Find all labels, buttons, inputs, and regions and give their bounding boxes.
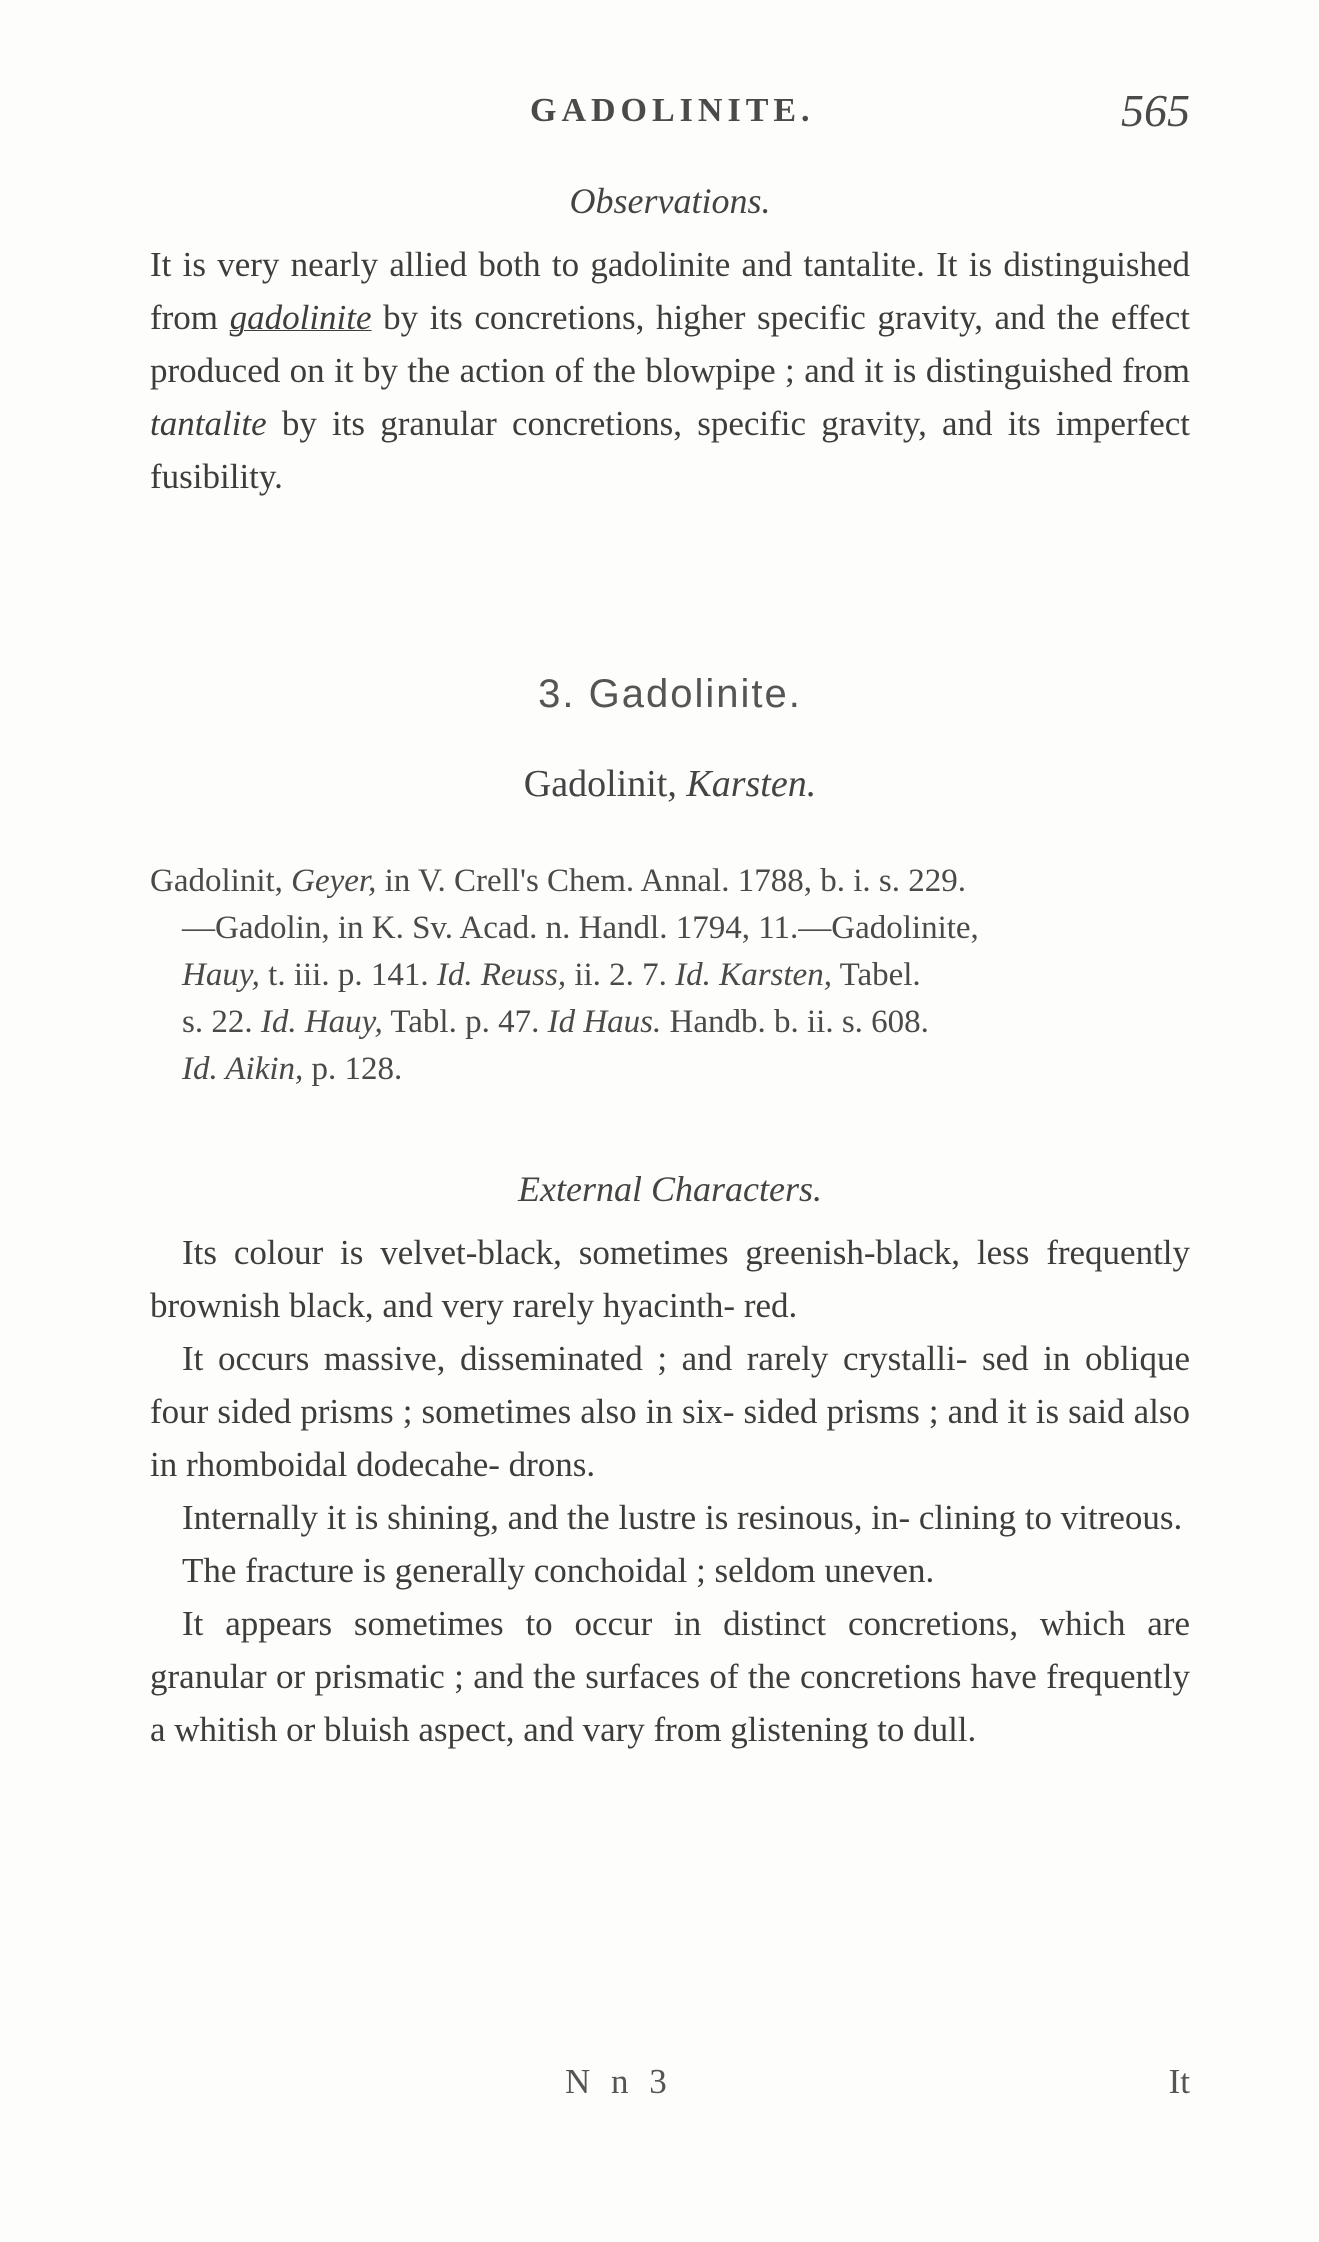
syn-text: Tabel. [831,957,921,993]
colour-line-1: Its colour is velvet-black, sometimes greenish-black, [182,1233,961,1272]
synonymy-line-5 [150,1046,1190,1093]
obs-line-6: its imperfect fusibility. [150,404,1191,496]
species-heading-block [150,672,1190,717]
concretion-line-1: It appears sometimes to occur in distinct concretions, [182,1604,1019,1643]
obs-line-2a: It is distinguished from [150,245,1191,337]
page-header [150,85,1190,152]
syn-text: Tabl. p. 47. [382,1004,548,1040]
concretion-line-3: concretions have frequently a whitish or bluish aspect, [150,1657,1190,1749]
external-characters-text [150,1226,1190,1756]
observations-heading: Observations. [569,181,771,221]
synonymy-line-2: —Gadolin, in K. Sv. Acad. n. Handl. 1794, 11.—Gadolinite, [182,910,979,946]
observations-text [150,238,1190,503]
obs-line-4: the action of the blowpipe ; and it is distinguished from [407,351,1190,390]
syn-author: Id. Hauy, [260,1004,383,1040]
fracture-paragraph: The fracture is generally conchoidal ; seldom uneven. [182,1551,935,1590]
obs-line-5: by its granular concretions, specific gravity, and [266,404,993,443]
internally-paragraph [150,1491,1190,1544]
catchword: It [1168,2062,1190,2101]
external-characters-heading: External Characters. [518,1169,822,1209]
occurs-line-2: sed in oblique four sided prisms ; sometimes also in six- [150,1339,1190,1431]
occurs-line-4: drons. [508,1445,596,1484]
occurs-line-3: sided prisms ; and it is said also in rhomboidal dodecahe- [150,1392,1190,1484]
obs-line-1: It is very nearly allied both to gadolinite and tantalite. [150,245,925,284]
syn-text: ii. 2. 7. [566,957,676,993]
observations-paragraph [150,238,1190,503]
syn-text: Gadolinit, [150,863,292,899]
colour-paragraph [150,1226,1190,1332]
colour-line-3: red. [743,1286,798,1325]
concretion-line-2: which are granular or prismatic ; and the surfaces of the [150,1604,1190,1696]
internally-line-2: clining to vitreous. [918,1498,1183,1537]
syn-author: Hauy, [182,957,260,993]
syn-text: Handb. b. ii. s. 608. [661,1004,929,1040]
external-characters-heading-block [150,1168,1190,1210]
occurs-line-1: It occurs massive, disseminated ; and rarely crystalli- [182,1339,968,1378]
colour-line-2: less frequently brownish black, and very rarely hyacinth- [150,1233,1191,1325]
species-title: 3. Gadolinite. [538,672,802,716]
syn-author: Id. Aikin, [182,1051,304,1087]
obs-tantalite-term: tantalite [150,404,267,443]
synonymy-line-4 [150,999,1190,1046]
signature-mark: N n 3 [565,2062,673,2101]
syn-text: in V. Crell's Chem. Annal. 1788, b. i. s. 229. [376,863,966,899]
obs-line-2b: by its concretions, [371,298,645,337]
internally-line-1: Internally it is shining, and the lustre is resinous, in- [182,1498,911,1537]
species-subtitle-block [150,762,1190,806]
subtitle-name: Gadolinit, [523,763,687,805]
obs-gadolinite-term: gadolinite [229,298,372,337]
running-title: GADOLINITE. [530,92,815,129]
occurs-paragraph [150,1332,1190,1491]
syn-text: s. 22. [182,1004,261,1040]
synonymy-line-3 [150,952,1190,999]
syn-text: t. iii. p. 141. [259,957,437,993]
syn-author: Geyer, [291,863,377,899]
syn-author: Id. Karsten, [675,957,832,993]
page-footer [150,2062,1190,2112]
synonymy-block [150,858,1190,1093]
concretion-line-4: and vary from glistening to dull. [523,1710,977,1749]
concretions-paragraph [150,1597,1190,1756]
page-number: 565 [1121,85,1190,136]
syn-author: Id Haus. [547,1004,662,1040]
species-subtitle [150,762,1190,806]
synonymy-paragraph [150,858,1190,1093]
synonymy-line-1 [150,858,1190,905]
subtitle-author: Karsten. [686,763,817,805]
syn-author: Id. Reuss, [436,957,567,993]
syn-text: p. 128. [303,1051,403,1087]
observations-section [150,180,1190,222]
obs-line-3: higher specific gravity, and the effect produced on it by [150,298,1190,390]
